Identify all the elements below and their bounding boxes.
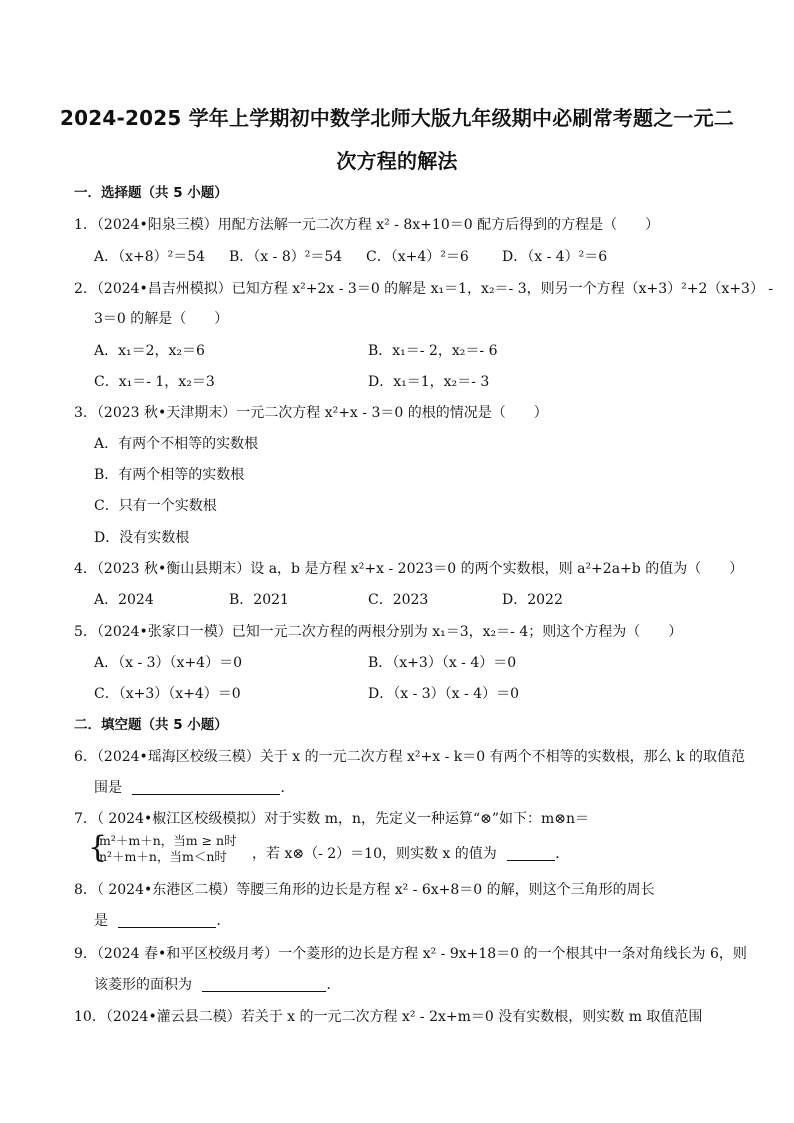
- document-title-line-2: 次方程的解法: [336, 149, 458, 173]
- question-5-option-c: C．（x+3）（x+4）＝0: [94, 686, 241, 702]
- question-4-stem: 4．（2023 秋•衡山县期末）设 a，b 是方程 x²+x - 2023＝0 的两个实数根，则 a²+2a+b 的值为（ ）: [74, 561, 744, 577]
- question-2-option-a: A．x₁＝2，x₂＝6: [94, 343, 205, 359]
- question-3-option-d: D．没有实数根: [94, 530, 190, 546]
- question-10-stem-line-1: 10．（2024•灌云县二模）若关于 x 的一元二次方程 x² - 2x+m＝0 没有实数根，则实数 m 取值范围: [74, 1009, 703, 1025]
- question-2-option-d: D．x₁＝1，x₂＝- 3: [368, 374, 490, 390]
- question-5-option-b: B．（x+3）（x - 4）＝0: [368, 655, 517, 671]
- section-heading-choice: 一．选择题（共 5 小题）: [74, 185, 228, 201]
- question-1-option-b: B．（x - 8）²＝54: [229, 249, 343, 265]
- question-7-suffix: ．: [555, 846, 570, 862]
- question-1-option-c: C．（x+4）²＝6: [366, 249, 469, 265]
- question-9-answer-blank[interactable]: [202, 977, 326, 992]
- question-7-stem-line-2: [252, 845, 569, 863]
- question-4-option-a: A．2024: [94, 592, 154, 608]
- question-2-option-b: B．x₁＝- 2，x₂＝- 6: [368, 343, 498, 359]
- question-6-suffix: ．: [280, 780, 295, 796]
- question-6-stem-line-2: [94, 779, 294, 797]
- document-title-line-1: 2024-2025 学年上学期初中数学北师大版九年级期中必刷常考题之一元二: [60, 106, 734, 130]
- question-9-suffix: ．: [326, 977, 341, 993]
- question-7-answer-blank[interactable]: [507, 846, 555, 861]
- question-4-option-b: B．2021: [229, 592, 289, 608]
- question-7-condition: ，若 x⊗（- 2）＝10，则实数 x 的值为: [252, 846, 497, 862]
- question-7-stem-line-1: 7．（ 2024•椒江区校级模拟）对于实数 m，n，先定义一种运算“⊗”如下：m⊗n＝: [74, 811, 590, 827]
- question-9-prefix: 该菱形的面积为: [94, 977, 192, 993]
- question-1-stem: 1．（2024•阳泉三模）用配方法解一元二次方程 x² - 8x+10＝0 配方后得到的方程是（ ）: [74, 217, 660, 233]
- question-8-answer-blank[interactable]: [118, 913, 216, 928]
- question-2-stem-line-2: 3＝0 的解是（ ）: [94, 311, 229, 327]
- question-5-option-d: D．（x - 3）（x - 4）＝0: [368, 686, 519, 702]
- question-1-option-d: D．（x - 4）²＝6: [502, 249, 608, 265]
- question-3-option-c: C．只有一个实数根: [94, 498, 217, 514]
- question-3-stem: 3．（2023 秋•天津期末）一元二次方程 x²+x - 3＝0 的根的情况是（ ）: [74, 405, 548, 421]
- piecewise-brace: {: [88, 830, 108, 865]
- question-4-option-c: C．2023: [368, 592, 429, 608]
- question-2-stem-line-1: 2．（2024•昌吉州模拟）已知方程 x²+2x - 3＝0 的解是 x₁＝1，x₂＝- 3，则另一个方程（x+3）²+2（x+3） -: [74, 281, 774, 297]
- question-9-stem-line-1: 9．（2024 春•和平区校级月考）一个菱形的边长是方程 x² - 9x+18＝0 的一个根其中一条对角线长为 6，则: [74, 946, 747, 962]
- question-4-option-d: D．2022: [502, 592, 563, 608]
- section-heading-fill: 二．填空题（共 5 小题）: [74, 717, 228, 733]
- question-5-option-a: A．（x - 3）（x+4）＝0: [94, 655, 242, 671]
- question-8-stem-line-2: [94, 912, 230, 930]
- question-3-option-a: A．有两个不相等的实数根: [94, 436, 259, 452]
- question-1-option-a: A．（x+8）²＝54: [94, 249, 206, 265]
- question-5-stem: 5．（2024•张家口一模）已知一元二次方程的两根分别为 x₁＝3，x₂＝- 4；则这个方程为（ ）: [74, 624, 683, 640]
- question-8-prefix: 是: [94, 913, 108, 929]
- question-8-stem-line-1: 8．（ 2024•东港区二模）等腰三角形的边长是方程 x² - 6x+8＝0 的解，则这个三角形的周长: [74, 882, 655, 898]
- question-6-answer-blank[interactable]: [132, 780, 280, 795]
- piecewise-case-2: n²＋m＋n，当m＜n时: [99, 849, 227, 864]
- question-2-option-c: C．x₁＝- 1，x₂＝3: [94, 374, 215, 390]
- question-9-stem-line-2: [94, 976, 340, 994]
- question-6-prefix: 围是: [94, 780, 122, 796]
- piecewise-case-1: m²＋m＋n，当m ≥ n时: [99, 833, 237, 848]
- question-3-option-b: B．有两个相等的实数根: [94, 467, 245, 483]
- question-8-suffix: ．: [216, 913, 231, 929]
- question-6-stem-line-1: 6．（2024•瑶海区校级三模）关于 x 的一元二次方程 x²+x - k＝0 有两个不相等的实数根，那么 k 的取值范: [74, 749, 746, 765]
